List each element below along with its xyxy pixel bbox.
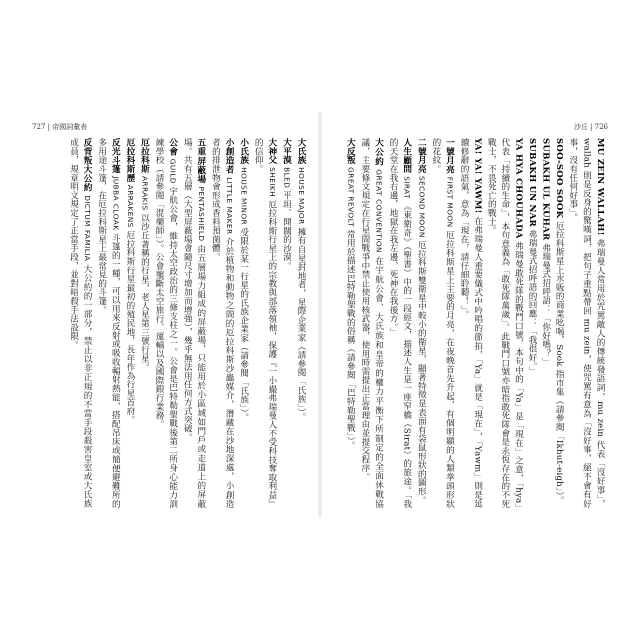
glossary-definition: 大公約的一部分，禁止以非正規的不當手段殺害皇室或大氏族成員，規章明文規定了正當手段，並對暗殺手法設限。 (68, 138, 93, 508)
glossary-term-latin: ARRAKENS (125, 182, 135, 231)
glossary-term-latin: HOUSE MAJOR (297, 164, 306, 228)
glossary-term-latin: BLED (282, 164, 292, 192)
left-page-body (58, 138, 308, 508)
glossary-entry (524, 138, 538, 508)
glossary-entry (386, 138, 414, 508)
glossary-definition: 擁有自星封地者，星際企業家（請參閱「氏族」）。 (296, 227, 306, 422)
glossary-term: 公會 (167, 138, 178, 156)
glossary-term-latin: HOUSE MINOR (239, 164, 249, 228)
glossary-term: YA HYA CHOUHADA (513, 138, 524, 239)
right-page-body (345, 138, 606, 509)
glossary-definition: 平坦、開闊的沙漠。 (281, 191, 292, 271)
glossary-definition: 弗瑞曼人常用於咒罵敵人的傳統發語詞，mu zein 代表「沒好事」，wallah 則是反身的驚嘆詞，把句子重點帶回 mu zein，使咒罵有意為「沒好事，絕不會有好事，沒有任何好事」。 (567, 138, 605, 508)
glossary-entry (151, 138, 179, 508)
glossary-entry (484, 138, 525, 508)
glossary-entry (122, 138, 137, 508)
glossary-term: 反光斗篷 (110, 138, 121, 174)
glossary-definition: 厄拉科斯雙衛星中較小的衛星，顯著特徵是表面有袋鼠形狀的圖形。 (416, 240, 427, 505)
glossary-definition: 厄拉科斯行星最初的殖民地，長年作為行星首府。 (124, 230, 135, 425)
glossary-entry (538, 138, 552, 508)
glossary-definition: 介於植物和動物之間的厄拉科斯沙蟲媒介，潛藏在沙地深處，小創造者的排泄物會形成香料預菌體。 (210, 138, 235, 509)
glossary-term: 大公約 (373, 138, 384, 167)
glossary-term-latin: FIRST MOON (445, 173, 455, 231)
glossary-definition: 弗瑞曼式招呼語：「你好嗎？」 (540, 243, 551, 367)
glossary-term-latin: LITTLE MAKER (225, 174, 235, 238)
glossary-entry (414, 138, 429, 508)
glossary-term: 一號月亮 (444, 138, 455, 174)
glossary-definition: 厄拉科斯星上水販的商業吆喝，Sook 指市集（請參閱「Ikhut-eigh」）。 (554, 221, 565, 505)
glossary-term: 大氏族 (296, 138, 306, 165)
glossary-entry (279, 138, 294, 508)
glossary-entry (428, 138, 456, 508)
glossary-term-latin: GUILD (168, 155, 178, 187)
left-page-header: 727 | 帝國詞彙表 (32, 123, 88, 131)
glossary-term-latin: SIRAT (402, 173, 412, 202)
glossary-definition: 以沙丘著稱的行星，老人星第三號行星。 (139, 213, 150, 372)
glossary-entry (357, 138, 385, 508)
glossary-term: 五重屏蔽場 (195, 138, 206, 184)
glossary-entry (137, 138, 152, 508)
glossary-definition: 厄拉科斯行星上的宗教與部落領袖，保護『一小撮弗瑞曼人不受科技奪取利益』的信仰。 (253, 138, 277, 509)
glossary-definition: 厄拉科斯星上主要的月亮，在夜晚首先升起，有個明顯的人類拳頭形狀的花紋。 (430, 138, 455, 508)
glossary-entry (180, 138, 208, 508)
glossary-entry (456, 138, 483, 508)
glossary-term: 厄拉科斯 (139, 138, 150, 174)
glossary-term: 小創造者 (224, 138, 235, 175)
glossary-entry (66, 138, 94, 508)
glossary-entry (208, 138, 236, 508)
glossary-term-latin: SECOND MOON (417, 173, 427, 241)
glossary-term: 大反叛 (345, 138, 356, 165)
glossary-term-latin: GREAT REVOLT (346, 164, 356, 230)
glossary-entry (343, 138, 358, 508)
glossary-entry (94, 138, 122, 508)
glossary-entry (552, 138, 566, 508)
glossary-term-latin: JUBBA CLOAK (111, 173, 121, 234)
glossary-term: 厄拉科斯歷 (124, 138, 135, 182)
glossary-definition: 宇航公會，維持太空政治的三條支柱之一。公會是巴特勒聖戰後第二所身心能力訓練學校（請參閱「混藥師」）。公會壟斷太空旅行、運輸以及國際銀行業務。 (154, 138, 178, 508)
glossary-term-latin: GREAT CONVENTION (374, 166, 384, 257)
glossary-entry (251, 138, 279, 508)
book-gutter (318, 112, 322, 517)
glossary-term: MU ZEIN WALLAH! (595, 138, 605, 236)
glossary-term: 大神父 (266, 138, 277, 165)
glossary-definition: 斗篷的一種，可以用來反射或吸收輻射熱能，搭配吊床或簡便避難所的多用途斗篷，在厄拉科斯星上最常見的斗篷。 (96, 138, 121, 508)
left-page (28, 112, 314, 517)
glossary-term: SOO-SOO SOOK (554, 138, 565, 219)
glossary-entry (236, 138, 251, 508)
glossary-definition: 在弗瑞曼人重要儀式中吟唱的節拍，「Ya」就是「現在」，「Yawm」則是延續修辭的語氣，意為「現在，請仔細聆聽！」。 (459, 138, 483, 508)
glossary-entry (293, 138, 308, 508)
glossary-term: YA! YA! YAWM! (472, 138, 483, 214)
glossary-definition: 在宇航公會、大氏族和皇帝的權力平衡下所制定的全面休戰協議，主要條文規定在行星間戰爭中禁止使用核武器，使用時需提出正當理由並提交程序。 (359, 138, 384, 509)
glossary-term: 二號月亮 (416, 138, 427, 174)
glossary-term: 大平漠 (281, 138, 292, 165)
right-page-header: 沙丘 | 726 (573, 123, 608, 131)
glossary-term-latin: PENTASHIELD (196, 183, 206, 245)
glossary-definition: 《東衛奇》（聖書）中的一段經文，描述人生是一座窄橋（Sirat）的旅途。「我的天堂在我右邊，地獄在我左邊，死神在我後方。」 (388, 138, 412, 508)
glossary-definition: 受限於某一行星的氏族企業家（請參閱「氏族」）。 (238, 227, 249, 422)
glossary-definition: 由五層場力組成的屏蔽場，只能用於小區域如門戶或走道上的屏蔽場。共有五層（大型屏蔽場會隨尺寸增加而增強），幾乎無法用任何方式突破。 (182, 138, 206, 508)
glossary-definition: 常用於描述巴特勒聖戰的俗稱（請參閱「巴特勒聖戰」）。 (345, 229, 356, 450)
glossary-term-latin: DICTUM FAMILIA (83, 192, 93, 265)
glossary-term: SUBAKH UL KUHAR (540, 138, 551, 241)
glossary-term-latin: ARRAKIS (140, 173, 150, 214)
glossary-term: SUBAKH UN NAR (527, 138, 538, 227)
glossary-entry (565, 138, 606, 508)
glossary-term: 人生顧問 (401, 138, 412, 174)
right-page (326, 112, 612, 517)
glossary-term: 反背叛大公約 (82, 138, 93, 193)
glossary-term-latin: SHEIKH (267, 164, 277, 200)
glossary-definition: 弗瑞曼式招呼語的回應：「我很好。」 (527, 229, 538, 376)
glossary-definition: 弗瑞曼敢死隊的戰鬥口號，本句中的「Ya」是「現在」之意，「hya」代表「持續的生命」，本句意義為「敢死隊萬歲」。此戰鬥口號亦暗指敢死隊會是永恆存在的不死戰士，不畏死亡的戰士。 (486, 138, 524, 508)
glossary-term: 小氏族 (238, 138, 249, 165)
